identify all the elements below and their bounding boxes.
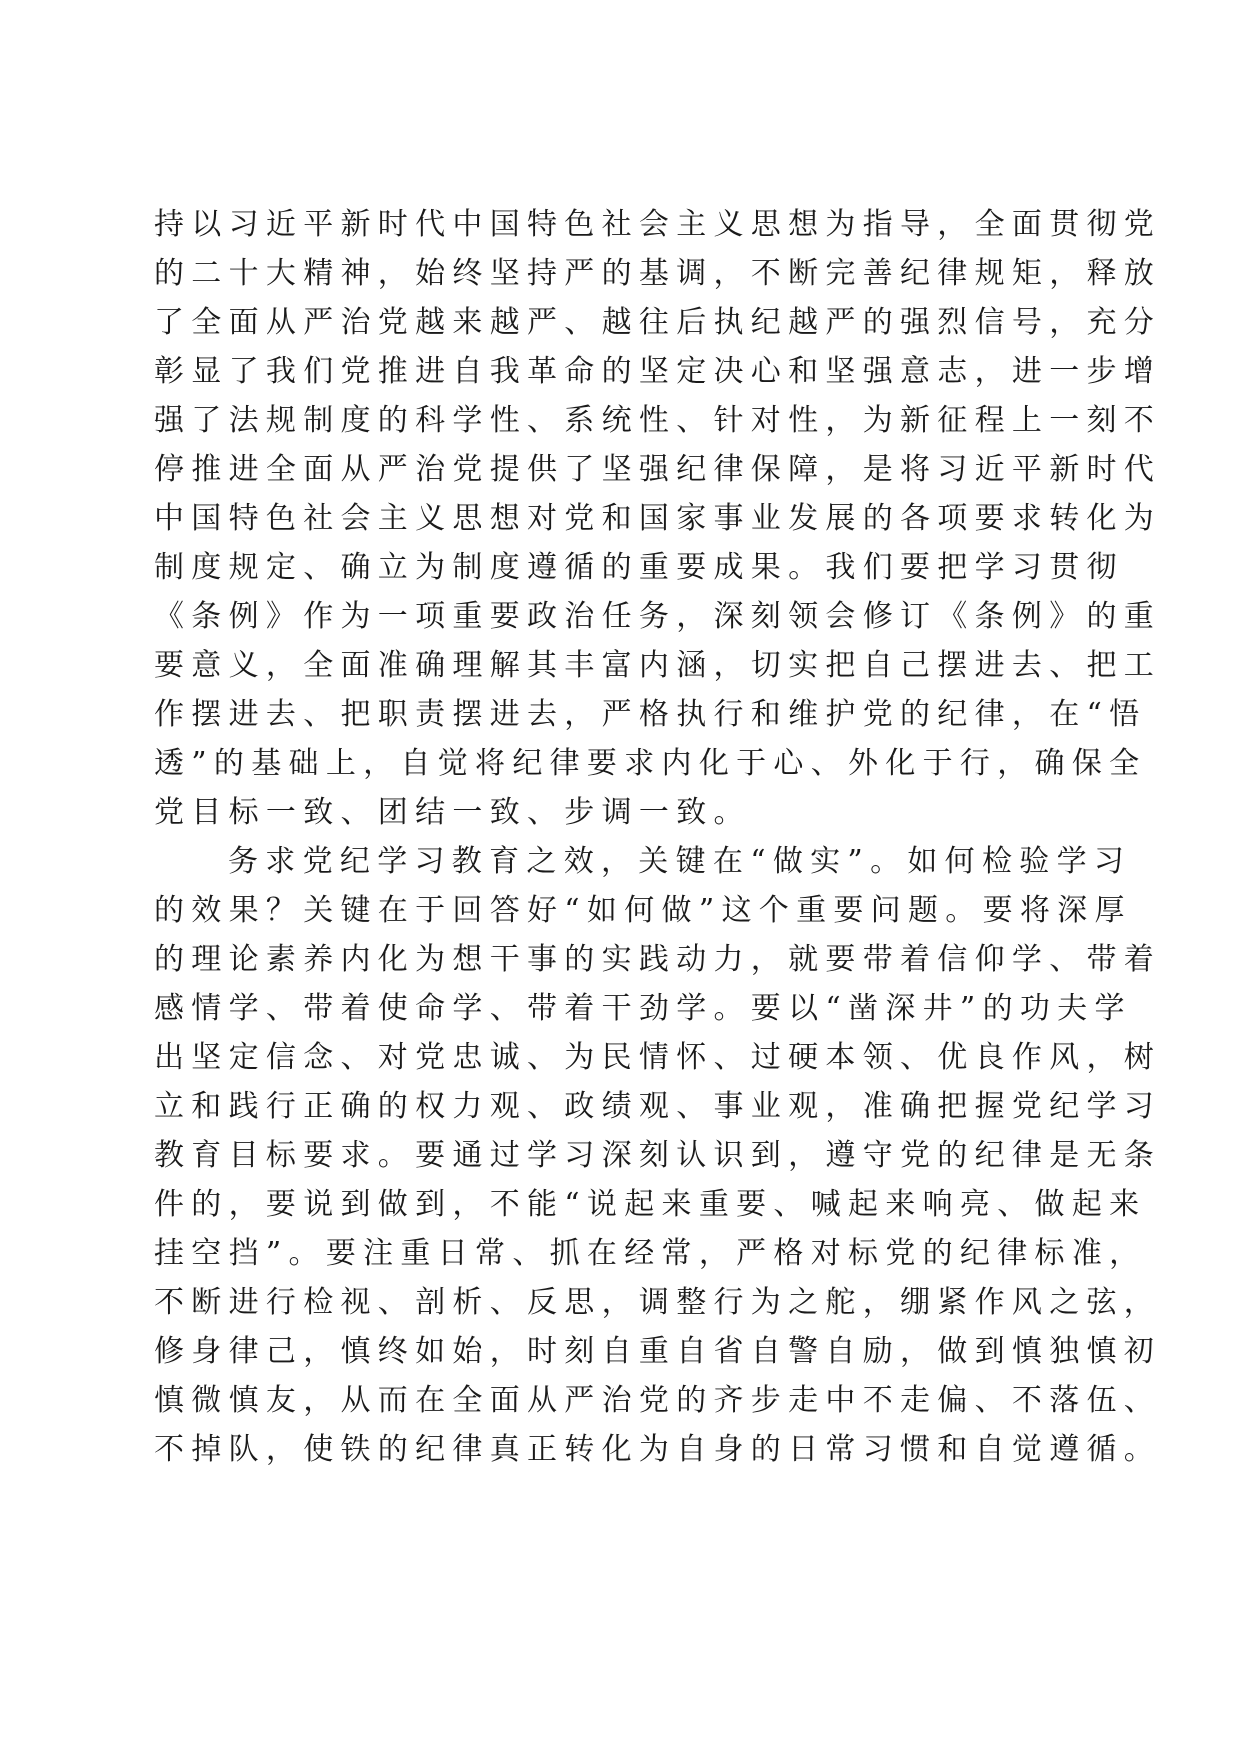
text-line: 透”的基础上，自觉将纪律要求内化于心、外化于行，确保全 xyxy=(154,746,1147,781)
text-line: 慎微慎友，从而在全面从严治党的齐步走中不走偏、不落伍、 xyxy=(154,1383,1162,1418)
text-line: 立和践行正确的权力观、政绩观、事业观，准确把握党纪学习 xyxy=(154,1089,1162,1124)
text-line: 党目标一致、团结一致、步调一致。 xyxy=(154,795,751,830)
text-line: 的理论素养内化为想干事的实践动力，就要带着信仰学、带着 xyxy=(154,942,1162,977)
text-line: 停推进全面从严治党提供了坚强纪律保障，是将习近平新时代 xyxy=(154,452,1162,487)
text-line: 强了法规制度的科学性、系统性、针对性，为新征程上一刻不 xyxy=(154,403,1162,438)
text-line: 持以习近平新时代中国特色社会主义思想为指导，全面贯彻党 xyxy=(154,207,1162,242)
text-line: 修身律己，慎终如始，时刻自重自省自警自励，做到慎独慎初 xyxy=(154,1334,1162,1369)
text-line: 出坚定信念、对党忠诚、为民情怀、过硬本领、优良作风，树 xyxy=(154,1040,1162,1075)
text-line: 了全面从严治党越来越严、越往后执纪越严的强烈信号，充分 xyxy=(154,305,1162,340)
text-line: 件的，要说到做到，不能“说起来重要、喊起来响亮、做起来 xyxy=(154,1187,1147,1222)
text-line: 挂空挡”。要注重日常、抓在经常，严格对标党的纪律标准， xyxy=(154,1236,1147,1271)
text-line: 感情学、带着使命学、带着干劲学。要以“凿深井”的功夫学 xyxy=(154,991,1132,1026)
text-line: 制度规定、确立为制度遵循的重要成果。我们要把学习贯彻 xyxy=(154,550,1124,585)
text-line: 中国特色社会主义思想对党和国家事业发展的各项要求转化为 xyxy=(154,501,1162,536)
text-line: 不断进行检视、剖析、反思，调整行为之舵，绷紧作风之弦， xyxy=(154,1285,1162,1320)
text-line: 要意义，全面准确理解其丰富内涵，切实把自己摆进去、把工 xyxy=(154,648,1162,683)
text-line: 《条例》作为一项重要政治任务，深刻领会修订《条例》的重 xyxy=(154,599,1162,634)
paragraph-1 xyxy=(154,200,1162,837)
text-line: 教育目标要求。要通过学习深刻认识到，遵守党的纪律是无条 xyxy=(154,1138,1162,1173)
text-line: 务求党纪学习教育之效，关键在“做实”。如何检验学习 xyxy=(228,844,1132,879)
document-body xyxy=(154,200,1162,1474)
text-line: 的效果？关键在于回答好“如何做”这个重要问题。要将深厚 xyxy=(154,893,1132,928)
text-line: 不掉队，使铁的纪律真正转化为自身的日常习惯和自觉遵循。 xyxy=(154,1432,1162,1467)
text-line: 的二十大精神，始终坚持严的基调，不断完善纪律规矩，释放 xyxy=(154,256,1162,291)
text-line: 彰显了我们党推进自我革命的坚定决心和坚强意志，进一步增 xyxy=(154,354,1162,389)
text-line: 作摆进去、把职责摆进去，严格执行和维护党的纪律，在“悟 xyxy=(154,697,1147,732)
paragraph-2 xyxy=(154,837,1162,1474)
